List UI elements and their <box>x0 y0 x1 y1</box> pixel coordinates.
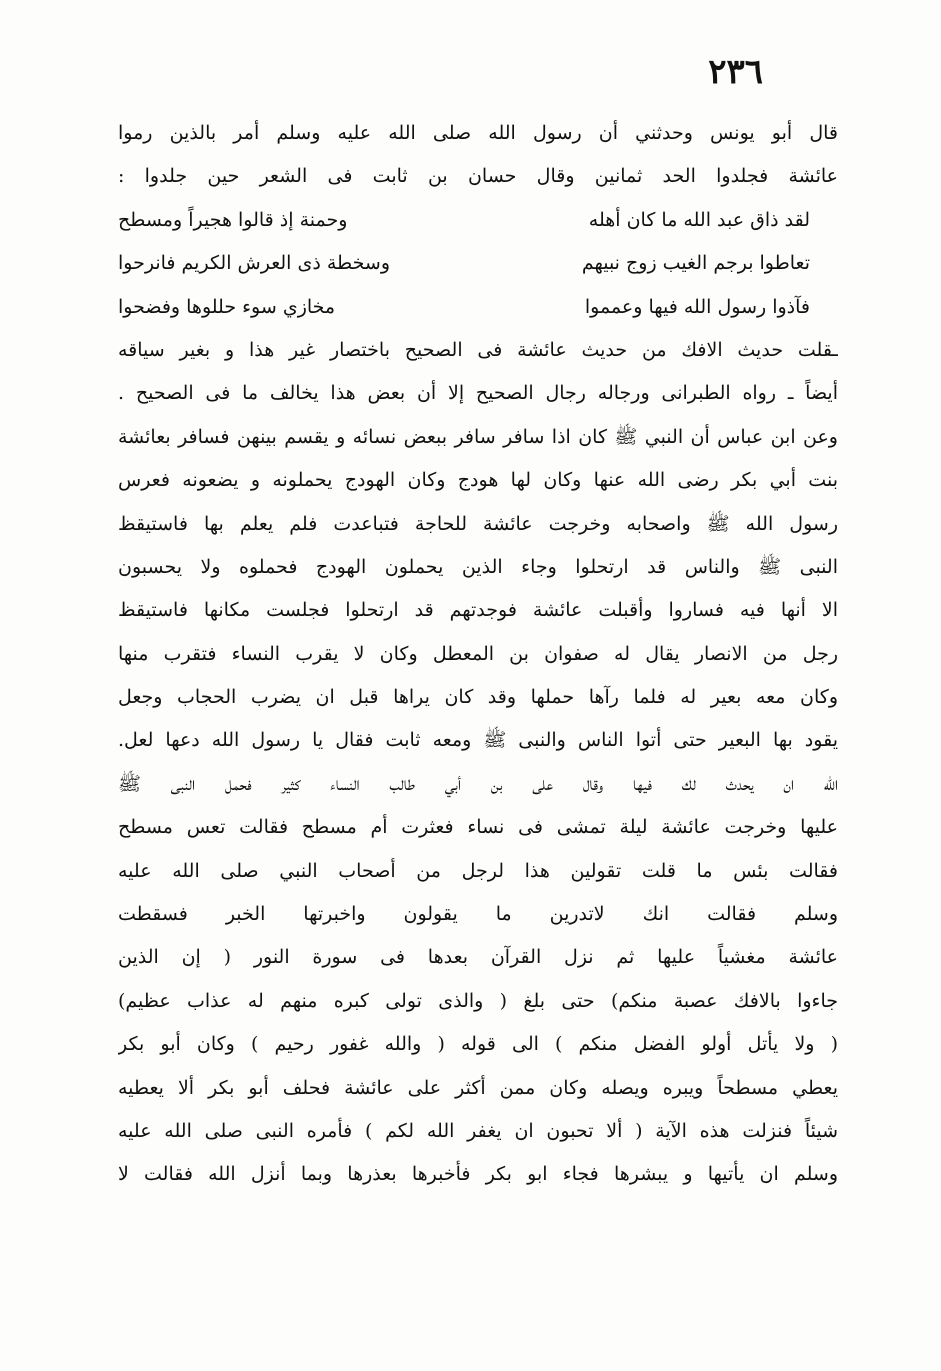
text-line: أيضاً ـ رواه الطبرانى ورجاله رجال الصحيح إلا أن بعض هذا يخالف ما فى الصحيح . <box>118 382 838 405</box>
verse-second-hemistich: وسخطة ذى العرش الكريم فانرحوا <box>118 252 390 275</box>
text-line: وسلم فقالت انك لاتدرين ما يقولون واخبرتها الخبر فسقطت <box>118 903 838 926</box>
poem-verse <box>118 199 838 242</box>
main-text <box>118 112 838 1197</box>
text-line: الا أنها فيه فساروا وأقبلت عائشة فوجدتهم قد ارتحلوا فجلست مكانها فاستيقظ <box>118 599 838 622</box>
text-line: يعطي مسطحاً ويبره ويصله وكان ممن أكثر على عائشة فحلف أبو بكر ألا يعطيه <box>118 1076 838 1099</box>
poem-verse <box>118 242 838 285</box>
text-line: وعن ابن عباس أن النبي ﷺ كان اذا سافر سافر ببعض نسائه و يقسم بينهن فسافر بعائشة <box>118 425 838 448</box>
text-line: عليها وخرجت عائشة ليلة تمشى فى نساء فعثرت أم مسطح فقالت تعس مسطح <box>118 816 838 839</box>
verse-second-hemistich: مخازي سوء حللوها وفضحوا <box>118 295 336 318</box>
text-line: رجل من الانصار يقال له صفوان بن المعطل وكان لا يقرب النساء فتقرب منها <box>118 642 838 665</box>
text-line: الله ان يحدث لك فيها وقال على بن أبي طالب النساء كثير فحمل النبى ﷺ <box>118 772 838 795</box>
text-line: ـقلت حديث الافك من حديث عائشة فى الصحيح باختصار غير هذا و بغير سياقه <box>118 338 838 361</box>
text-line: وكان معه بعير له فلما رآها حملها وقد كان يراها قبل ان يضرب الحجاب وجعل <box>118 686 838 709</box>
text-line: يقود بها البعير حتى أتوا الناس والنبى ﷺ ومعه ثابت فقال يا رسول الله دعها لعل. <box>118 729 838 752</box>
verse-first-hemistich: تعاطوا برجم الغيب زوج نبيهم <box>581 252 810 275</box>
verse-second-hemistich: وحمنة إذ قالوا هجيراً ومسطح <box>118 208 348 231</box>
verse-first-hemistich: لقد ذاق عبد الله ما كان أهله <box>588 208 810 231</box>
verse-first-hemistich: فآذوا رسول الله فيها وعمموا <box>584 295 810 318</box>
text-line: وسلم ان يأتيها و يبشرها فجاء ابو بكر فأخبرها بعذرها وبما أنزل الله فقالت لا <box>118 1163 838 1186</box>
text-line: قال أبو يونس وحدثني أن رسول الله صلى الله عليه وسلم أمر بالذين رموا <box>118 122 838 144</box>
text-line: النبى ﷺ والناس قد ارتحلوا وجاء الذين يحملون الهودج فحملوه ولا يحسبون <box>118 555 838 578</box>
text-line: فقالت بئس ما قلت تقولين هذا لرجل من أصحاب النبي صلى الله عليه <box>118 859 838 882</box>
page-number: ٢٣٦ <box>708 52 763 92</box>
text-line: عائشة مغشياً عليها ثم نزل القرآن بعدها فى سورة النور ( إن الذين <box>118 946 838 969</box>
text-line: ( ولا يأتل أولو الفضل منكم ) الى قوله ( والله غفور رحيم ) وكان أبو بكر <box>118 1033 838 1056</box>
text-line: رسول الله ﷺ واصحابه وخرجت عائشة للحاجة فتباعدت فلم يعلم بها فاستيقظ <box>118 512 838 535</box>
text-line: عائشة فجلدوا الحد ثمانين وقال حسان بن ثابت فى الشعر حين جلدوا : <box>118 165 838 188</box>
text-line: شيئاً فنزلت هذه الآية ( ألا تحبون ان يغفر الله لكم ) فأمره النبى صلى الله عليه <box>118 1119 838 1142</box>
text-line: جاءوا بالافك عصبة منكم) حتى بلغ ( والذى تولى كبره منهم له عذاب عظيم) <box>118 989 838 1012</box>
poem-verse <box>118 286 838 329</box>
text-line: بنت أبي بكر رضى الله عنها وكان لها هودج وكان الهودج يحملونه و يضعونه فعرس <box>118 469 838 492</box>
